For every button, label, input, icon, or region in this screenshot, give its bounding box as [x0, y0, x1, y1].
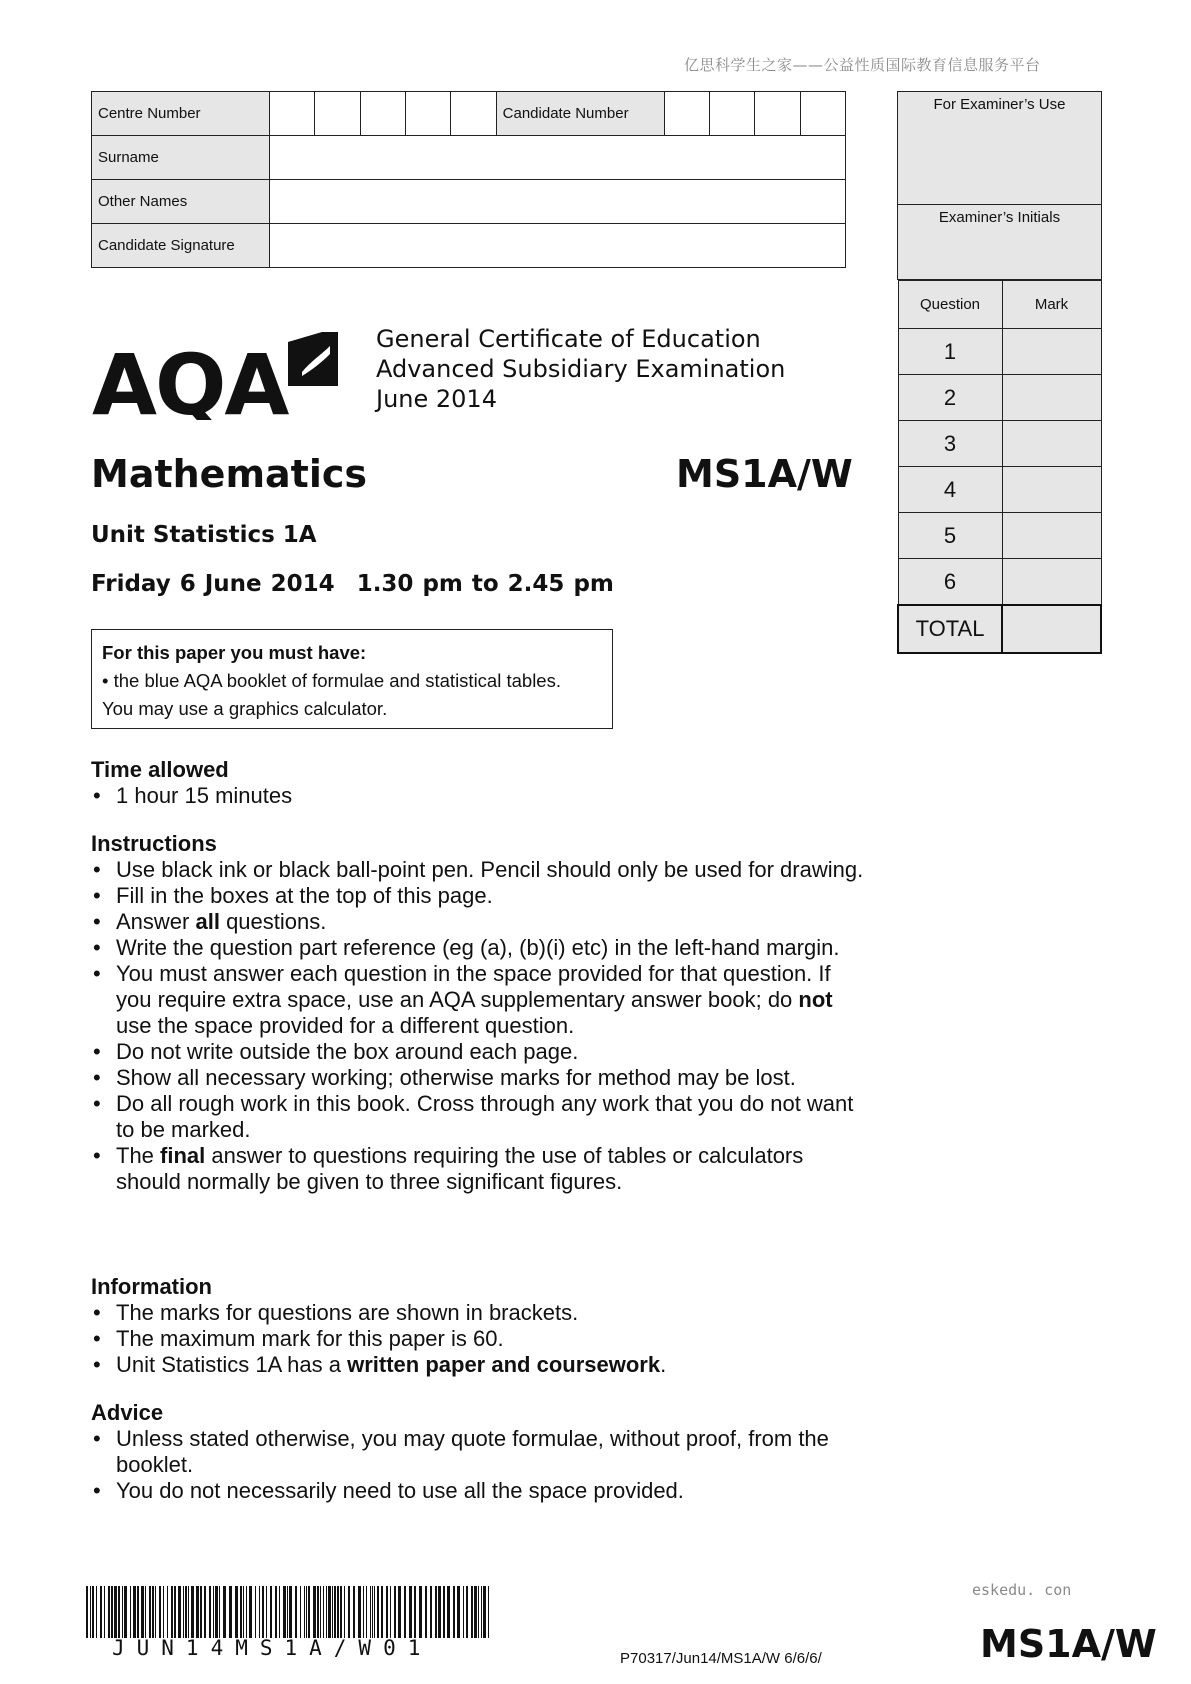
paper-code-footer: MS1A/W: [980, 1622, 1157, 1666]
mark-row: [898, 329, 1101, 375]
barcode-bar: [255, 1586, 256, 1638]
barcode-bar: [183, 1586, 184, 1638]
mark-cell[interactable]: [1002, 329, 1101, 375]
barcode-bar: [266, 1586, 267, 1638]
mark-row: [898, 513, 1101, 559]
barcode-bar: [398, 1586, 401, 1638]
barcode-bar: [215, 1586, 218, 1638]
barcode-bar: [240, 1586, 242, 1638]
barcode-bar: [171, 1586, 173, 1638]
watermark-bottom: eskedu. con: [972, 1581, 1072, 1599]
materials-item-text: the blue AQA booklet of formulae and statistical tables.: [113, 670, 561, 691]
barcode-bar: [262, 1586, 264, 1638]
barcode-bar: [313, 1586, 316, 1638]
mark-row: [898, 467, 1101, 513]
barcode-bar: [283, 1586, 286, 1638]
barcode-bar: [438, 1586, 441, 1638]
list-item: • You must answer each question in the space provided for that question. If you require extra space, use an AQA supplementary answer book; do not use the space provided for a different question.: [91, 961, 871, 1039]
barcode-bar: [174, 1586, 176, 1638]
barcode-bar: [243, 1586, 244, 1638]
candidate-number-digit[interactable]: [664, 92, 709, 136]
question-number: 4: [898, 467, 1002, 513]
barcode-bar: [287, 1586, 288, 1638]
materials-box: [91, 629, 613, 729]
mark-row: [898, 559, 1101, 606]
barcode-bar: [178, 1586, 181, 1638]
barcode-bar: [196, 1586, 199, 1638]
section-heading: Time allowed: [91, 757, 229, 782]
barcode-bar: [404, 1586, 406, 1638]
barcode-bar: [471, 1586, 473, 1638]
total-row: [898, 605, 1101, 653]
time-allowed-section: [91, 757, 871, 809]
exam-date-time: [91, 571, 614, 597]
mark-header: Mark: [1002, 281, 1101, 329]
barcode-bar: [114, 1586, 117, 1638]
barcode-bar: [149, 1586, 151, 1638]
instructions-section: [91, 831, 871, 1195]
list-item: • Do not write outside the box around each page.: [91, 1039, 871, 1065]
list-item: • The marks for questions are shown in brackets.: [91, 1300, 871, 1326]
candidate-number-digit[interactable]: [710, 92, 755, 136]
examiners-initials-label: Examiner’s Initials: [897, 205, 1102, 280]
materials-note: You may use a graphics calculator.: [102, 698, 388, 719]
barcode-bar: [145, 1586, 146, 1638]
barcode-bar: [478, 1586, 479, 1638]
candidate-number-digit[interactable]: [800, 92, 845, 136]
qualification-line: Advanced Subsidiary Examination: [376, 355, 786, 383]
list-item: • Show all necessary working; otherwise marks for method may be lost.: [91, 1065, 871, 1091]
barcode-bar: [295, 1586, 297, 1638]
barcode-bar: [200, 1586, 202, 1638]
barcode-bar: [353, 1586, 355, 1638]
barcode-bar: [137, 1586, 139, 1638]
paper-reference: P70317/Jun14/MS1A/W 6/6/6/: [620, 1650, 822, 1667]
mark-cell[interactable]: [1002, 375, 1101, 421]
barcode-bar: [249, 1586, 252, 1638]
marks-table: [897, 280, 1102, 654]
barcode-text: JUN14MS1A/W01: [112, 1636, 433, 1660]
barcode-bar: [483, 1586, 486, 1638]
mark-cell[interactable]: [1002, 467, 1101, 513]
barcode-bar: [443, 1586, 445, 1638]
barcode-bar: [279, 1586, 280, 1638]
barcode-bar: [304, 1586, 305, 1638]
barcode-bar: [370, 1586, 371, 1638]
barcode-bar: [340, 1586, 342, 1638]
barcode-bar: [481, 1586, 482, 1638]
qualification-line: June 2014: [376, 385, 497, 413]
watermark-top: 亿思科学生之家——公益性质国际教育信息服务平台: [684, 56, 1041, 74]
question-number: 5: [898, 513, 1002, 559]
list-item: • Answer all questions.: [91, 909, 871, 935]
barcode-bar: [235, 1586, 238, 1638]
list-item: • 1 hour 15 minutes: [91, 783, 871, 809]
mark-row: [898, 421, 1101, 467]
barcode-bar: [163, 1586, 164, 1638]
unit-title: Unit Statistics 1A: [91, 522, 317, 548]
candidate-signature-label: Candidate Signature: [92, 224, 270, 268]
aqa-logo: [92, 330, 342, 420]
barcode-bar: [111, 1586, 113, 1638]
barcode-bar: [337, 1586, 339, 1638]
question-number: 3: [898, 421, 1002, 467]
barcode-bar: [374, 1586, 375, 1638]
paper-code: MS1A/W: [676, 452, 853, 496]
barcode-bar: [229, 1586, 232, 1638]
total-mark-cell[interactable]: [1002, 605, 1101, 653]
barcode-bar: [377, 1586, 379, 1638]
barcode-bar: [185, 1586, 187, 1638]
barcode-bar: [447, 1586, 450, 1638]
other-names-label: Other Names: [92, 180, 270, 224]
barcode-bar: [372, 1586, 373, 1638]
question-header: Question: [898, 281, 1002, 329]
centre-number-digit[interactable]: [406, 92, 451, 136]
other-names-field[interactable]: [270, 180, 846, 224]
barcode-bar: [204, 1586, 206, 1638]
barcode-bar: [124, 1586, 127, 1638]
question-number: 2: [898, 375, 1002, 421]
barcode-bar: [159, 1586, 161, 1638]
examiner-use-box: [897, 91, 1102, 654]
barcode-bar: [344, 1586, 345, 1638]
barcode-bar: [363, 1586, 364, 1638]
question-number: 1: [898, 329, 1002, 375]
section-heading: Information: [91, 1274, 212, 1299]
barcode-bar: [419, 1586, 422, 1638]
barcode-bar: [409, 1586, 412, 1638]
barcode-bar: [289, 1586, 292, 1638]
barcode-bar: [334, 1586, 336, 1638]
mark-cell[interactable]: [1002, 421, 1101, 467]
barcode-bar: [130, 1586, 131, 1638]
subject-title: Mathematics: [91, 452, 368, 496]
barcode-bar: [358, 1586, 361, 1638]
list-item: • The final answer to questions requiring the use of tables or calculators should normally be given to three significant figures.: [91, 1143, 871, 1195]
barcode-bar: [167, 1586, 168, 1638]
barcode-bar: [90, 1586, 91, 1638]
exam-date: Friday 6 June 2014: [91, 571, 335, 597]
barcode-bar: [381, 1586, 383, 1638]
materials-item: • the blue AQA booklet of formulae and statistical tables.: [102, 670, 561, 691]
barcode-bar: [223, 1586, 226, 1638]
list-item: • Use black ink or black ball-point pen. Pencil should only be used for drawing.: [91, 857, 871, 883]
information-section: [91, 1274, 871, 1378]
barcode-bar: [326, 1586, 327, 1638]
barcode-bar: [259, 1586, 260, 1638]
barcode-bar: [152, 1586, 154, 1638]
barcode-bar: [328, 1586, 331, 1638]
section-heading: Advice: [91, 1400, 164, 1425]
centre-number-label: Centre Number: [92, 92, 270, 136]
barcode-bar: [306, 1586, 307, 1638]
examiners-use-label: For Examiner’s Use: [897, 91, 1102, 205]
barcode-bar: [390, 1586, 391, 1638]
barcode-bar: [453, 1586, 455, 1638]
barcode-bar: [209, 1586, 211, 1638]
list-item: • Unless stated otherwise, you may quote formulae, without proof, from the booklet.: [91, 1426, 871, 1478]
barcode-bar: [133, 1586, 136, 1638]
centre-number-digit[interactable]: [270, 92, 315, 136]
question-number: 6: [898, 559, 1002, 606]
barcode-bar: [191, 1586, 194, 1638]
section-heading: Instructions: [91, 831, 217, 856]
barcode-bar: [332, 1586, 333, 1638]
total-label: TOTAL: [898, 605, 1002, 653]
mark-cell[interactable]: [1002, 559, 1101, 606]
mark-row: [898, 375, 1101, 421]
barcode-bar: [430, 1586, 432, 1638]
barcode-bar: [466, 1586, 468, 1638]
barcode-bar: [86, 1586, 88, 1638]
exam-time: 1.30 pm to 2.45 pm: [356, 571, 614, 597]
candidate-signature-field[interactable]: [270, 224, 846, 268]
centre-number-digit[interactable]: [451, 92, 496, 136]
barcode-bar: [92, 1586, 94, 1638]
barcode-bar: [317, 1586, 319, 1638]
barcode-bar: [118, 1586, 120, 1638]
barcode-bar: [425, 1586, 427, 1638]
barcode-bar: [270, 1586, 272, 1638]
barcode-bar: [308, 1586, 310, 1638]
barcode-bar: [348, 1586, 350, 1638]
barcode-bar: [386, 1586, 388, 1638]
list-item: • Fill in the boxes at the top of this page.: [91, 883, 871, 909]
centre-number-digit[interactable]: [315, 92, 360, 136]
barcode-bar: [457, 1586, 460, 1638]
mark-cell[interactable]: [1002, 513, 1101, 559]
list-item: • Unit Statistics 1A has a written paper and coursework.: [91, 1352, 871, 1378]
barcode-bar: [300, 1586, 301, 1638]
barcode-bar: [188, 1586, 189, 1638]
barcode-bar: [366, 1586, 367, 1638]
candidate-number-digit[interactable]: [755, 92, 800, 136]
barcode-bar: [104, 1586, 105, 1638]
svg-text:AQA: AQA: [92, 336, 288, 420]
materials-heading: For this paper you must have:: [102, 642, 367, 663]
barcode-bar: [488, 1586, 489, 1638]
advice-section: [91, 1400, 871, 1504]
list-item: • You do not necessarily need to use all the space provided.: [91, 1478, 871, 1504]
surname-label: Surname: [92, 136, 270, 180]
barcode-bar: [320, 1586, 321, 1638]
list-item: • Write the question part reference (eg (a), (b)(i) etc) in the left-hand margin.: [91, 935, 871, 961]
surname-field[interactable]: [270, 136, 846, 180]
list-item: • The maximum mark for this paper is 60.: [91, 1326, 871, 1352]
candidate-number-label: Candidate Number: [496, 92, 664, 136]
barcode-bar: [122, 1586, 123, 1638]
barcode-bar: [219, 1586, 220, 1638]
barcode-bar: [463, 1586, 464, 1638]
barcode-bar: [414, 1586, 416, 1638]
barcode-bar: [96, 1586, 97, 1638]
barcode-bar: [394, 1586, 396, 1638]
centre-number-digit[interactable]: [360, 92, 405, 136]
barcode-bar: [100, 1586, 102, 1638]
barcode-bar: [141, 1586, 144, 1638]
barcode-bar: [323, 1586, 324, 1638]
barcode-bar: [213, 1586, 214, 1638]
barcode-bar: [155, 1586, 156, 1638]
list-item: • Do all rough work in this book. Cross through any work that you do not want to be marked.: [91, 1091, 871, 1143]
candidate-details-box: [91, 91, 846, 268]
barcode-bar: [474, 1586, 477, 1638]
barcode-bar: [275, 1586, 277, 1638]
qualification-line: General Certificate of Education: [376, 325, 761, 353]
barcode-bar: [108, 1586, 110, 1638]
qualification-title: [376, 324, 785, 414]
barcode-bar: [246, 1586, 247, 1638]
barcode: [86, 1586, 492, 1638]
barcode-bar: [435, 1586, 437, 1638]
